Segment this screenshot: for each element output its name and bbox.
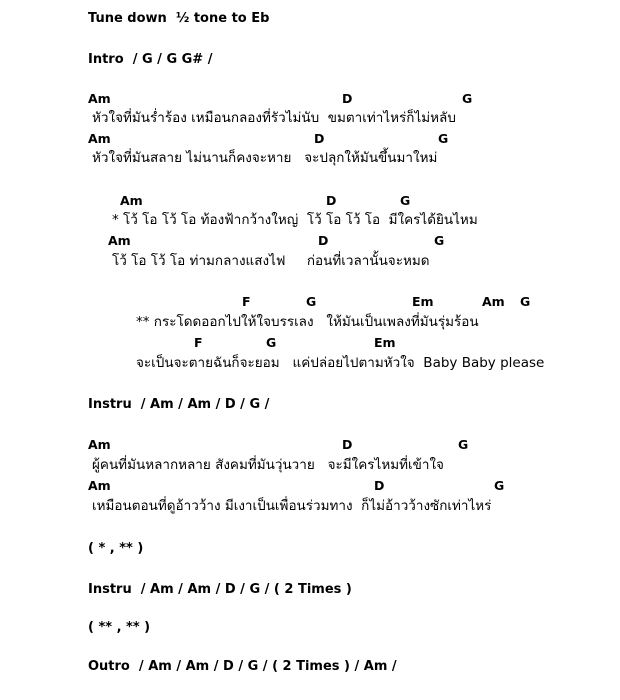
chord: Am bbox=[482, 294, 505, 309]
chord: Em bbox=[374, 335, 396, 350]
chord: G bbox=[438, 131, 449, 146]
chord: D bbox=[326, 193, 337, 208]
tuning-note: Tune down ½ tone to Eb bbox=[88, 11, 270, 26]
chord: F bbox=[194, 335, 203, 350]
chord: D bbox=[374, 478, 385, 493]
repeat-line: ( * , ** ) bbox=[88, 541, 144, 556]
lyric-line: เหมือนตอนที่ดูอ้าวว้าง มีเงาเป็นเพื่อนร่วมทาง ก็ไม่อ้าวว้างซักเท่าไหร่ bbox=[92, 498, 492, 514]
chord: D bbox=[314, 131, 325, 146]
chord: D bbox=[318, 233, 329, 248]
lyric-line: โว้ โอ โว้ โอ ท่ามกลางแสงไฟ ก่อนที่เวลานั้นจะหมด bbox=[112, 253, 430, 269]
chord: D bbox=[342, 91, 353, 106]
instrumental-line: Instru / Am / Am / D / G / bbox=[88, 397, 270, 412]
chord: G bbox=[494, 478, 505, 493]
chord: Am bbox=[88, 478, 111, 493]
outro-line: Outro / Am / Am / D / G / ( 2 Times ) / Am / bbox=[88, 659, 397, 674]
chord: Am bbox=[108, 233, 131, 248]
chord: G bbox=[520, 294, 531, 309]
chord: Am bbox=[88, 437, 111, 452]
chord: G bbox=[434, 233, 445, 248]
chord: D bbox=[342, 437, 353, 452]
lyric-line: จะเป็นจะตายฉันก็จะยอม แค่ปล่อยไปตามหัวใจ Baby Baby please bbox=[136, 355, 545, 371]
lyric-line: ผู้คนที่มันหลากหลาย สังคมที่มันวุ่นวาย จะมีใครไหมที่เข้าใจ bbox=[92, 457, 444, 473]
chord: Am bbox=[88, 91, 111, 106]
chord: G bbox=[306, 294, 317, 309]
chord: Em bbox=[412, 294, 434, 309]
instrumental-line: Instru / Am / Am / D / G / ( 2 Times ) bbox=[88, 582, 352, 597]
chord: G bbox=[400, 193, 411, 208]
intro-line: Intro / G / G G# / bbox=[88, 52, 213, 67]
chord: F bbox=[242, 294, 251, 309]
lyric-line: ** กระโดดออกไปให้ใจบรรเลง ให้มันเป็นเพลงที่มันรุ่มร้อน bbox=[136, 314, 479, 330]
repeat-line: ( ** , ** ) bbox=[88, 620, 151, 635]
chord: G bbox=[458, 437, 469, 452]
chord: G bbox=[266, 335, 277, 350]
lyric-line: * โว้ โอ โว้ โอ ท้องฟ้ากว้างใหญ่ โว้ โอ โว้ โอ มีใครได้ยินไหม bbox=[112, 212, 478, 228]
chord: Am bbox=[88, 131, 111, 146]
lyric-line: หัวใจที่มันสลาย ไม่นานก็คงจะหาย จะปลุกให้มันขึ้นมาใหม่ bbox=[92, 150, 438, 166]
lyric-line: หัวใจที่มันร่ำร้อง เหมือนกลองที่รัวไม่นับ ขมตาเท่าไหร่ก็ไม่หลับ bbox=[92, 110, 456, 126]
chord: Am bbox=[120, 193, 143, 208]
chord: G bbox=[462, 91, 473, 106]
